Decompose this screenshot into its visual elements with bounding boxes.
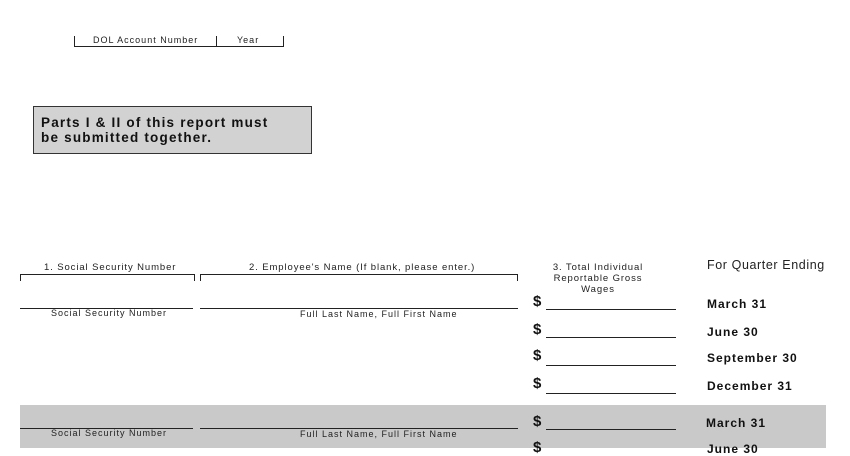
quarter-label-march: March 31: [707, 297, 768, 311]
dol-account-number-label: DOL Account Number: [93, 35, 199, 45]
year-label: Year: [237, 35, 260, 45]
quarter-label-march: March 31: [706, 416, 767, 430]
wages-column-header: [536, 262, 660, 295]
wages-input-march[interactable]: [546, 429, 676, 430]
notice-line-2: be submitted together.: [41, 130, 213, 145]
dollar-sign: $: [533, 439, 542, 456]
account-year-divider: [216, 36, 217, 46]
dollar-sign: $: [533, 321, 542, 338]
name-header-bracket: [200, 274, 518, 281]
quarter-label-june: June 30: [707, 442, 759, 456]
dollar-sign: $: [533, 293, 542, 310]
wages-input-december[interactable]: [546, 393, 676, 394]
dollar-sign: $: [533, 375, 542, 392]
wages-input-june[interactable]: [546, 337, 676, 338]
employee-name-caption: Full Last Name, Full First Name: [300, 429, 458, 439]
wages-input-september[interactable]: [546, 365, 676, 366]
wages-header-line-2: Reportable Gross Wages: [553, 273, 643, 295]
employee-name-column-header: 2. Employee's Name (If blank, please enter.): [249, 262, 476, 273]
quarter-label-december: December 31: [707, 379, 793, 393]
ssn-caption: Social Security Number: [51, 308, 168, 318]
notice-line-1: Parts I & II of this report must: [41, 115, 269, 130]
quarter-column-header: For Quarter Ending: [707, 258, 825, 272]
quarter-label-june: June 30: [707, 325, 759, 339]
ssn-caption: Social Security Number: [51, 428, 168, 438]
wages-header-line-1: 3. Total Individual: [552, 262, 644, 273]
employee-name-caption: Full Last Name, Full First Name: [300, 309, 458, 319]
ssn-header-bracket: [20, 274, 195, 281]
submission-notice: [33, 106, 312, 154]
dollar-sign: $: [533, 413, 542, 430]
ssn-column-header: 1. Social Security Number: [44, 262, 177, 273]
wages-input-march[interactable]: [546, 309, 676, 310]
dollar-sign: $: [533, 347, 542, 364]
quarter-label-september: September 30: [707, 351, 798, 365]
